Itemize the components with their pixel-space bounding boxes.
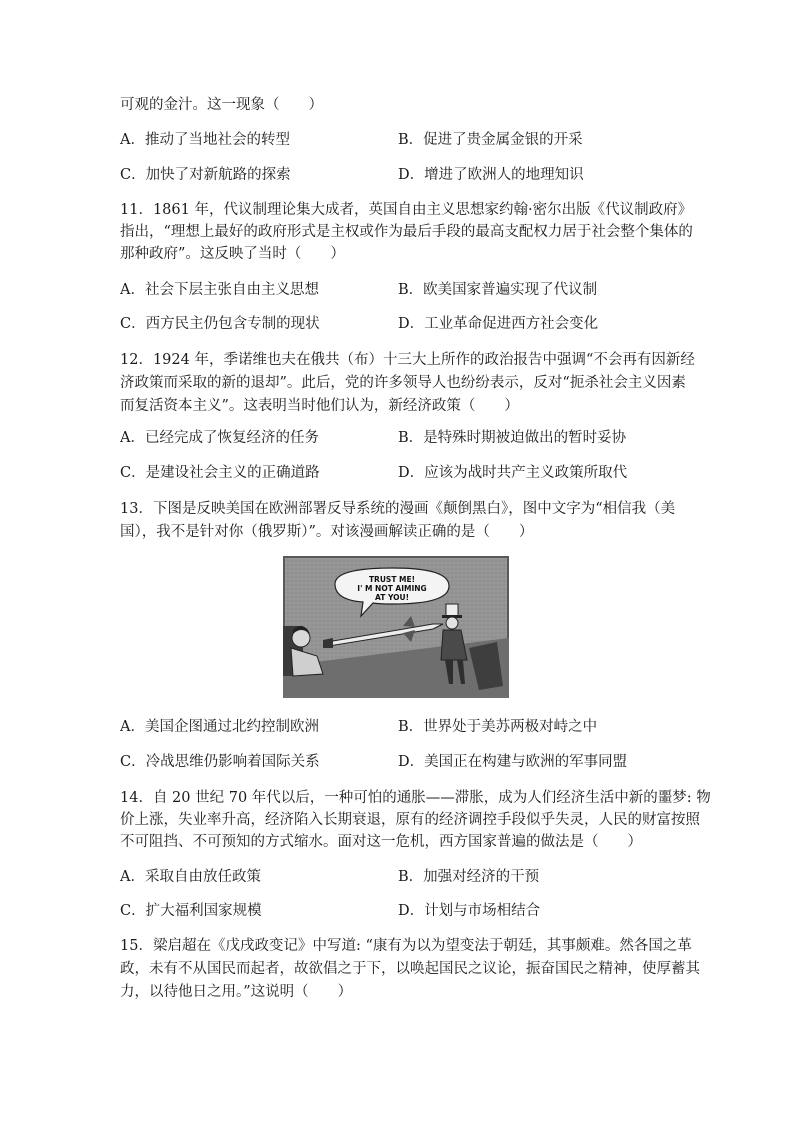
q12-option-b[interactable]: B．是特殊时期被迫做出的暂时妥协 — [398, 430, 627, 446]
q14-line-3: 不可阻挡、不可预知的方式缩水。面对这一危机，西方国家普遍的做法是（ ） — [120, 834, 642, 850]
q15-line-1: 15．梁启超在《戊戌政变记》中写道: “康有为以为望变法于朝廷，其事颇难。然各国之革 — [120, 938, 692, 954]
cartoon-image — [283, 556, 509, 698]
q12-option-c[interactable]: C．是建设社会主义的正确道路 — [120, 465, 320, 481]
q10-option-b[interactable]: B．促进了贵金属金银的开采 — [398, 132, 583, 148]
q10-option-c[interactable]: C．加快了对新航路的探索 — [120, 167, 291, 183]
q13-option-c[interactable]: C．冷战思维仍影响着国际关系 — [120, 754, 320, 770]
q14-line-2: 价上涨，失业率升高，经济陷入长期衰退，原有的经济调控手段似乎失灵，人民的财富按照 — [120, 812, 700, 828]
q14-option-b[interactable]: B．加强对经济的干预 — [398, 869, 540, 885]
q13-option-a[interactable]: A．美国企图通过北约控制欧洲 — [120, 719, 319, 735]
q10-tail: 可观的金汁。这一现象（ ） — [120, 97, 323, 113]
q15-line-2: 政，未有不从国民而起者，故欲倡之于下，以唤起国民之议论，振奋国民之精神，使厚蓄其 — [120, 961, 700, 977]
q13-option-b[interactable]: B．世界处于美苏两极对峙之中 — [398, 719, 598, 735]
q13-line-2: 国），我不是针对你（俄罗斯）”。对该漫画解读正确的是（ ） — [120, 524, 534, 540]
bubble-line-1: TRUST ME! — [368, 575, 416, 584]
q12-option-a[interactable]: A．已经完成了恢复经济的任务 — [120, 430, 319, 446]
q11-line-1: 11．1861 年，代议制理论集大成者，英国自由主义思想家约翰·密尔出版《代议制政府》 — [120, 202, 693, 218]
q14-option-a[interactable]: A．采取自由放任政策 — [120, 869, 261, 885]
q12-line-1: 12．1924 年，季诺维也夫在俄共（布）十三大上所作的政治报告中强调“不会再有因新经 — [120, 352, 695, 368]
bubble-line-2: I' M NOT AIMING — [357, 584, 427, 593]
q11-line-3: 那种政府”。这反映了当时（ ） — [120, 246, 345, 262]
q13-line-1: 13．下图是反映美国在欧洲部署反导系统的漫画《颠倒黑白》，图中文字为“相信我（美 — [120, 501, 676, 517]
q12-option-d[interactable]: D．应该为战时共产主义政策所取代 — [398, 465, 628, 481]
q12-line-3: 而复活资本主义”。这表明当时他们认为，新经济政策（ ） — [120, 398, 519, 414]
q11-option-b[interactable]: B．欧美国家普遍实现了代议制 — [398, 282, 598, 298]
bubble-line-3: AT YOU! — [375, 593, 409, 602]
q11-option-a[interactable]: A．社会下层主张自由主义思想 — [120, 282, 319, 298]
q11-option-d[interactable]: D．工业革命促进西方社会变化 — [398, 316, 599, 332]
q15-line-3: 力，以待他日之用。”这说明（ ） — [120, 984, 353, 1000]
q14-option-c[interactable]: C．扩大福利国家规模 — [120, 903, 262, 919]
q11-line-2: 指出，“理想上最好的政府形式是主权或作为最后手段的最高支配权力居于社会整个集体的 — [120, 224, 693, 240]
q10-option-a[interactable]: A．推动了当地社会的转型 — [120, 132, 290, 148]
q14-line-1: 14．自 20 世纪 70 年代以后，一种可怕的通胀——滞胀，成为人们经济生活中新的噩梦: 物 — [120, 790, 711, 806]
q11-option-c[interactable]: C．西方民主仍包含专制的现状 — [120, 316, 320, 332]
q12-line-2: 济政策而采取的新的退却”。此后，党的许多领导人也纷纷表示，反对“扼杀社会主义因素 — [120, 375, 686, 391]
q14-option-d[interactable]: D．计划与市场相结合 — [398, 903, 541, 919]
q13-option-d[interactable]: D．美国正在构建与欧洲的军事同盟 — [398, 754, 628, 770]
q10-option-d[interactable]: D．增进了欧洲人的地理知识 — [398, 167, 584, 183]
